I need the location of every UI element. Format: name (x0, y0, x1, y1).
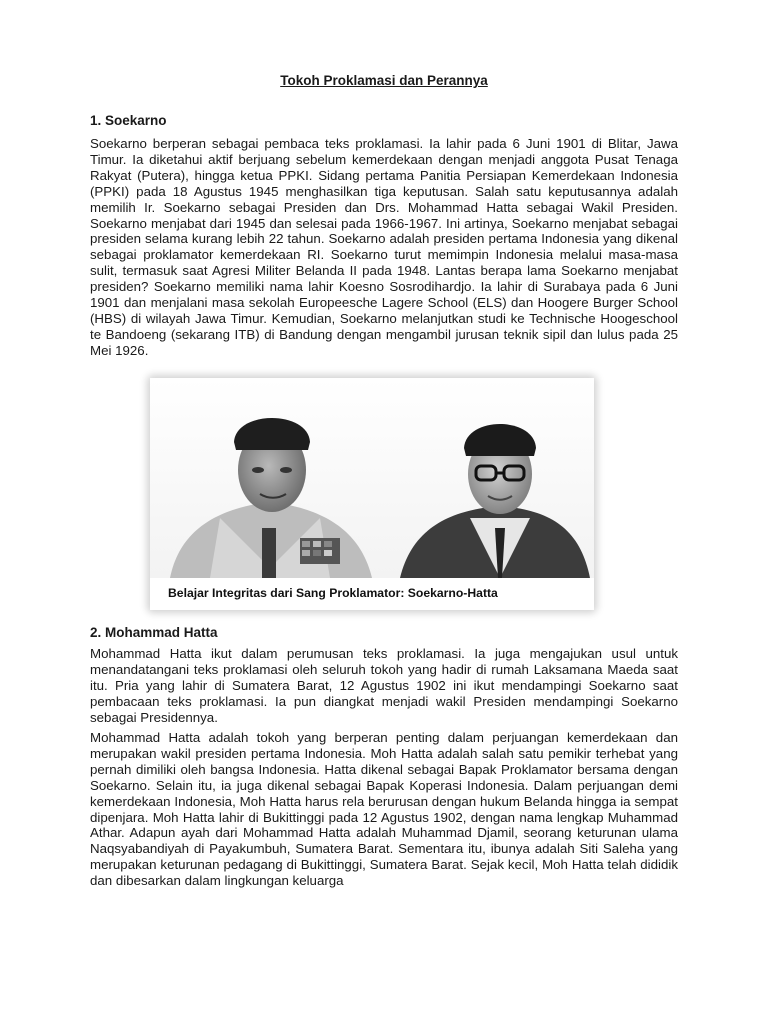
figure-caption: Belajar Integritas dari Sang Proklamator: Soekarno-Hatta (168, 586, 498, 600)
portrait-photo-illustration (150, 378, 594, 610)
paragraph-hatta-1: Mohammad Hatta ikut dalam perumusan teks proklamasi. Ia juga mengajukan usul untuk menandatangani teks proklamasi oleh seluruh tokoh yang hadir di rumah Laksamana Maeda saat itu. Pria yang lahir di Sumatera Barat, 12 Agustus 1902 ini ikut mendampingi Soekarno saat pembacaan teks proklamasi. Ia pun diangkat menjadi wakil Presiden mendampingi Soekarno sebagai Presidennya. (90, 646, 678, 725)
figure-photo (150, 378, 594, 610)
paragraph-soekarno: Soekarno berperan sebagai pembaca teks proklamasi. Ia lahir pada 6 Juni 1901 di Blitar, Jawa Timur. Ia diketahui aktif berjuang sebelum kemerdekaan dengan menjadi anggota Pusat Tenaga Rakyat (Putera), hingga ketua PPKI. Sidang pertama Panitia Persiapan Kemerdekaan Indonesia (PPKI) pada 18 Agustus 1945 menghasilkan tiga keputusan. Salah satu keputusannya adalah memilih Ir. Soekarno sebagai Presiden dan Drs. Mohammad Hatta sebagai Wakil Presiden. Soekarno menjabat dari 1945 dan selesai pada 1966-1967. Ini artinya, Soekarno menjabat sebagai presiden selama kurang lebih 22 tahun. Soekarno adalah presiden pertama Indonesia yang dikenal sebagai proklamator kemerdekaan RI. Soekarno turut memimpin Indonesia melalui masa-masa sulit, termasuk saat Agresi Militer Belanda II pada 1948. Lantas berapa lama Soekarno menjabat presiden? Soekarno memiliki nama lahir Koesno Sosrodihardjo. Ia lahir di Surabaya pada 6 Juni 1901 dan menjalani masa sekolah Europeesche Lagere School (ELS) dan Hoogere Burger School (HBS) di wilayah Jawa Timur. Kemudian, Soekarno melanjutkan studi ke Technische Hoogeschool te Bandoeng (sekarang ITB) di Bandung dengan mengambil jurusan teknik sipil dan lulus pada 25 Mei 1926. (90, 136, 678, 358)
document-title: Tokoh Proklamasi dan Perannya (280, 73, 488, 88)
section-heading-hatta: 2. Mohammad Hatta (90, 625, 218, 640)
section-heading-soekarno: 1. Soekarno (90, 113, 167, 128)
paragraph-hatta-2: Mohammad Hatta adalah tokoh yang berperan penting dalam perjuangan kemerdekaan dan merupakan wakil presiden pertama Indonesia. Moh Hatta adalah salah satu pemikir terhebat yang pernah dimiliki oleh bangsa Indonesia. Hatta dikenal sebagai Bapak Proklamator bersama dengan Soekarno. Selain itu, ia juga dikenal sebagai Bapak Koperasi Indonesia. Dalam perjuangan demi kemerdekaan Indonesia, Moh Hatta harus rela berurusan dengan hukum Belanda hingga ia sempat dipenjara. Moh Hatta lahir di Bukittinggi pada 12 Agustus 1902, dengan nama lengkap Muhammad Athar. Adapun ayah dari Mohammad Hatta adalah Muhammad Djamil, seorang keturunan ulama Naqsyabandiyah di Payakumbuh, Sumatera Barat. Sementara itu, ibunya adalah Siti Saleha yang merupakan keturunan pedagang di Bukittinggi, Sumatera Barat. Sejak kecil, Moh Hatta telah dididik dan dibesarkan dalam lingkungan keluarga (90, 730, 678, 889)
